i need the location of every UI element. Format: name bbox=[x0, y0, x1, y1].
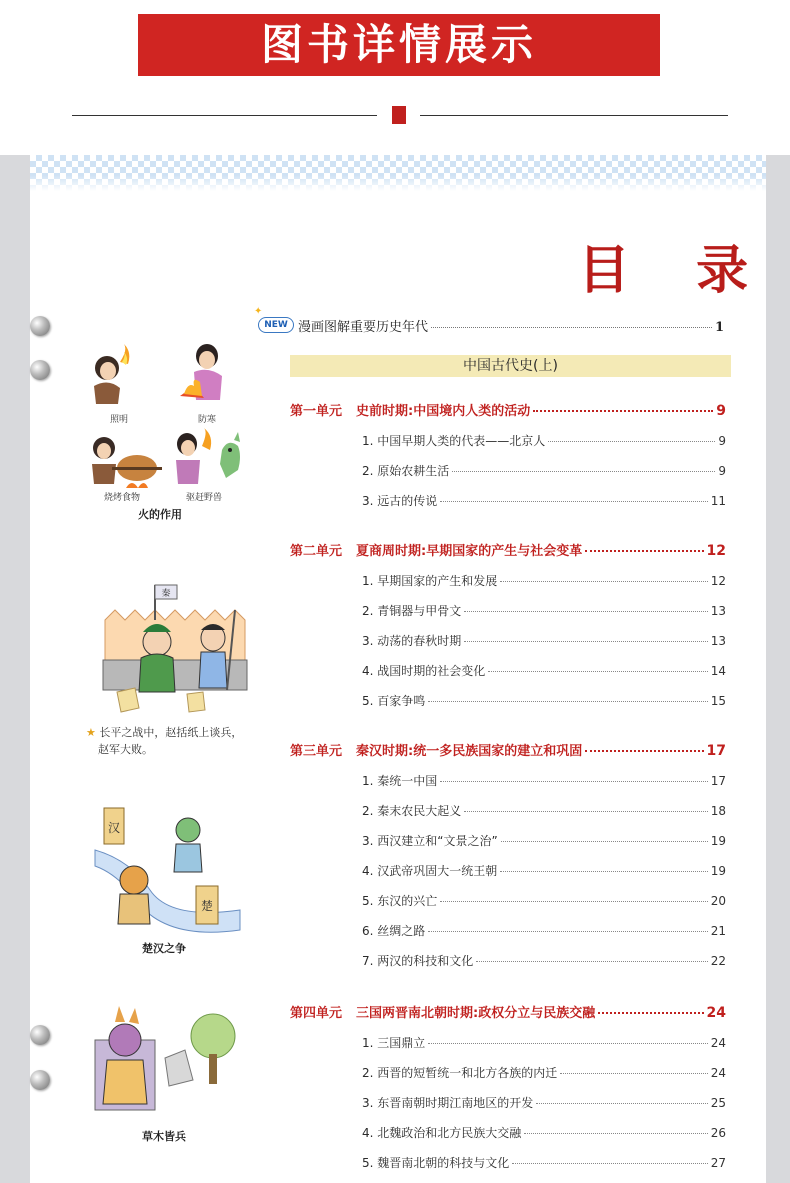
toc-lesson[interactable] bbox=[362, 922, 726, 939]
lesson-page: 12 bbox=[710, 574, 726, 588]
toc-lesson[interactable] bbox=[362, 1064, 726, 1081]
lesson-page: 19 bbox=[710, 834, 726, 848]
chu-label: 楚 bbox=[200, 899, 214, 913]
fire-uses-illustration bbox=[82, 338, 252, 508]
unit-number: 第一单元 bbox=[290, 404, 343, 419]
lesson-page: 21 bbox=[710, 924, 726, 938]
lesson-page: 13 bbox=[710, 604, 726, 618]
lesson-page: 20 bbox=[710, 894, 726, 908]
lesson-label: 5. 百家争鸣 bbox=[362, 694, 426, 708]
lesson-label: 1. 秦统一中国 bbox=[362, 774, 438, 788]
lesson-label: 1. 早期国家的产生和发展 bbox=[362, 574, 498, 588]
unit-title: 三国两晋南北朝时期:政权分立与民族交融 bbox=[356, 1006, 596, 1021]
note-line: 赵军大败。 bbox=[98, 743, 153, 756]
caomu-illustration bbox=[85, 1000, 255, 1130]
page-title: 目 录 bbox=[578, 241, 773, 301]
lesson-page: 13 bbox=[710, 634, 726, 648]
toc-lesson[interactable] bbox=[362, 632, 726, 649]
lesson-label: 6. 丝绸之路 bbox=[362, 924, 426, 938]
lesson-page: 22 bbox=[710, 954, 726, 968]
chuhan-illustration bbox=[90, 800, 250, 940]
lesson-label: 2. 西晋的短暂统一和北方各族的内迁 bbox=[362, 1066, 558, 1080]
note-line: 长平之战中，赵括纸上谈兵， bbox=[99, 726, 243, 739]
lesson-label: 3. 东晋南朝时期江南地区的开发 bbox=[362, 1096, 534, 1110]
lesson-label: 2. 青铜器与甲骨文 bbox=[362, 604, 462, 618]
lesson-label: 5. 东汉的兴亡 bbox=[362, 894, 438, 908]
lesson-page: 26 bbox=[710, 1126, 726, 1140]
unit-page: 9 bbox=[716, 403, 726, 419]
toc-page-number: 1 bbox=[714, 320, 724, 335]
lesson-page: 24 bbox=[710, 1066, 726, 1080]
lesson-label: 4. 汉武帝巩固大一统王朝 bbox=[362, 864, 498, 878]
unit-title: 秦汉时期:统一多民族国家的建立和巩固 bbox=[356, 744, 583, 759]
illus-label: 照明 bbox=[110, 415, 129, 425]
lesson-page: 27 bbox=[710, 1156, 726, 1170]
lesson-label: 3. 远古的传说 bbox=[362, 494, 438, 508]
unit-number: 第三单元 bbox=[290, 744, 343, 759]
toc-unit-3[interactable] bbox=[290, 740, 726, 759]
toc-entry-label: 漫画图解重要历史年代 bbox=[298, 320, 429, 335]
han-label: 汉 bbox=[107, 821, 121, 835]
toc-lesson[interactable] bbox=[362, 602, 726, 619]
binder-ring-icon bbox=[30, 1070, 50, 1090]
lesson-label: 1. 中国早期人类的代表——北京人 bbox=[362, 434, 546, 448]
lesson-label: 1. 三国鼎立 bbox=[362, 1036, 426, 1050]
lesson-label: 2. 秦末农民大起义 bbox=[362, 804, 462, 818]
toc-lesson[interactable] bbox=[362, 772, 726, 789]
binder-ring-icon bbox=[30, 360, 50, 380]
banner-title: 图书详情展示 bbox=[138, 14, 660, 76]
toc-unit-2[interactable] bbox=[290, 540, 726, 559]
divider-left bbox=[72, 115, 377, 116]
unit-title: 夏商周时期:早期国家的产生与社会变革 bbox=[356, 544, 583, 559]
binder-ring-icon bbox=[30, 1025, 50, 1045]
illus-caption: 楚汉之争 bbox=[142, 942, 186, 955]
lesson-page: 18 bbox=[710, 804, 726, 818]
lesson-page: 14 bbox=[710, 664, 726, 678]
toc-lesson[interactable] bbox=[362, 1124, 726, 1141]
illus-label: 驱赶野兽 bbox=[186, 493, 223, 503]
unit-number: 第二单元 bbox=[290, 544, 343, 559]
illus-label: 防寒 bbox=[198, 415, 217, 425]
star-icon: ★ bbox=[86, 726, 96, 739]
lesson-page: 17 bbox=[710, 774, 726, 788]
lesson-page: 24 bbox=[710, 1036, 726, 1050]
period-heading: 中国古代史(上) bbox=[290, 355, 731, 377]
toc-unit-4[interactable] bbox=[290, 1002, 726, 1021]
unit-page: 12 bbox=[706, 543, 726, 559]
illus-caption: 火的作用 bbox=[138, 508, 182, 521]
divider-marker bbox=[392, 106, 406, 124]
flag-label: 秦 bbox=[161, 589, 171, 599]
changping-battle-illustration bbox=[95, 580, 255, 720]
toc-unit-1[interactable] bbox=[290, 400, 726, 419]
lesson-page: 25 bbox=[710, 1096, 726, 1110]
toc-lesson[interactable] bbox=[362, 802, 726, 819]
toc-lesson[interactable] bbox=[362, 862, 726, 879]
toc-lesson[interactable] bbox=[362, 462, 726, 479]
toc-lesson[interactable] bbox=[362, 572, 726, 589]
lesson-page: 11 bbox=[710, 494, 726, 508]
lesson-page: 19 bbox=[710, 864, 726, 878]
unit-page: 24 bbox=[706, 1005, 726, 1021]
lesson-label: 4. 北魏政治和北方民族大交融 bbox=[362, 1126, 522, 1140]
unit-title: 史前时期:中国境内人类的活动 bbox=[356, 404, 531, 419]
toc-lesson[interactable] bbox=[362, 692, 726, 709]
lesson-label: 5. 魏晋南北朝的科技与文化 bbox=[362, 1156, 510, 1170]
toc-lesson[interactable] bbox=[362, 1034, 726, 1051]
lesson-page: 15 bbox=[710, 694, 726, 708]
toc-lesson[interactable] bbox=[362, 1154, 726, 1171]
toc-lesson[interactable] bbox=[362, 432, 726, 449]
toc-lesson[interactable] bbox=[362, 952, 726, 969]
lesson-page: 9 bbox=[718, 464, 726, 478]
toc-lesson[interactable] bbox=[362, 892, 726, 909]
lesson-label: 3. 动荡的春秋时期 bbox=[362, 634, 462, 648]
binder-ring-icon bbox=[30, 316, 50, 336]
illus-note bbox=[86, 724, 242, 758]
illus-caption: 草木皆兵 bbox=[142, 1130, 186, 1143]
toc-entry-new[interactable] bbox=[298, 316, 724, 335]
toc-lesson[interactable] bbox=[362, 1094, 726, 1111]
lesson-page: 9 bbox=[718, 434, 726, 448]
lesson-label: 3. 西汉建立和“文景之治” bbox=[362, 834, 498, 848]
header-area bbox=[0, 0, 790, 155]
toc-lesson[interactable] bbox=[362, 832, 726, 849]
sparkle-icon: ✦ bbox=[254, 306, 263, 317]
unit-number: 第四单元 bbox=[290, 1006, 343, 1021]
illus-label: 烧烤食物 bbox=[104, 493, 141, 503]
unit-page: 17 bbox=[706, 743, 726, 759]
toc-lesson[interactable] bbox=[362, 662, 726, 679]
lesson-label: 7. 两汉的科技和文化 bbox=[362, 954, 474, 968]
new-badge: NEW bbox=[258, 317, 294, 333]
divider-right bbox=[420, 115, 728, 116]
lesson-label: 2. 原始农耕生活 bbox=[362, 464, 450, 478]
toc-lesson[interactable] bbox=[362, 492, 726, 509]
lesson-label: 4. 战国时期的社会变化 bbox=[362, 664, 486, 678]
